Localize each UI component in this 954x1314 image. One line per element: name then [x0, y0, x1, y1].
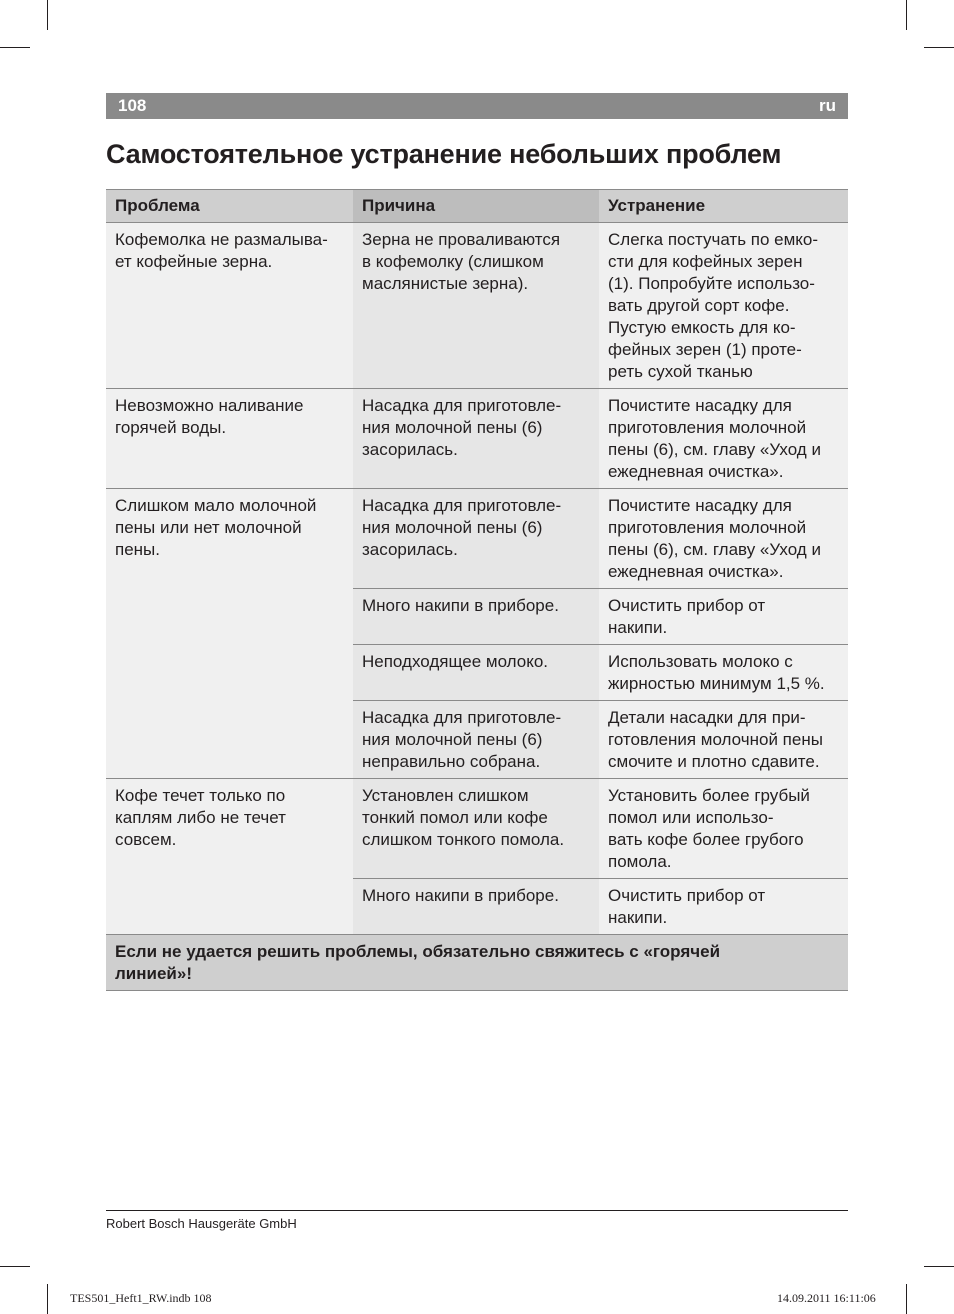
fix-cell-line: вать другой сорт кофе. [608, 296, 790, 315]
column-header-problem: Проблема [106, 190, 353, 223]
problem-cell-line: ет кофейные зерна. [115, 252, 273, 271]
hotline-note [106, 935, 848, 991]
fix-cell [599, 489, 848, 589]
fix-cell-line: реть сухой тканью [608, 362, 753, 381]
troubleshooting-table [106, 189, 848, 991]
cause-cell-line: маслянистые зерна). [362, 274, 529, 293]
fix-cell-line: ежедневная очистка». [608, 462, 784, 481]
fix-cell-line: жирностью минимум 1,5 %. [608, 674, 825, 693]
problem-cell [106, 779, 353, 935]
fix-cell-line: Почистите насадку для [608, 396, 792, 415]
cause-cell-line: Неподходящее молоко. [362, 652, 549, 671]
problem-cell-line: Слишком мало молочной [115, 496, 317, 515]
fix-cell-line: (1). Попробуйте использо- [608, 274, 815, 293]
fix-cell-line: помол или использо- [608, 808, 774, 827]
cause-cell [353, 589, 599, 645]
cause-cell [353, 645, 599, 701]
fix-cell-line: вать кофе более грубого [608, 830, 804, 849]
fix-cell-line: Использовать молоко с [608, 652, 793, 671]
fix-cell-line: пены (6), см. главу «Уход и [608, 540, 821, 559]
cause-cell [353, 223, 599, 389]
page-number: 108 [118, 96, 147, 115]
hotline-note-line: Если не удается решить проблемы, обязательно свяжитесь с «горячей [115, 942, 721, 961]
fix-cell-line: Установить более грубый [608, 786, 810, 805]
cause-cell-line: Зерна не проваливаются [362, 230, 561, 249]
table-row [106, 779, 848, 879]
fix-cell-line: Почистите насадку для [608, 496, 792, 515]
problem-cell [106, 223, 353, 389]
problem-cell-line: пены. [115, 540, 160, 559]
column-header-cause: Причина [353, 190, 599, 223]
fix-cell-line: накипи. [608, 618, 668, 637]
cause-cell-line: Много накипи в приборе. [362, 596, 559, 615]
problem-cell-line: Кофемолка не размалыва- [115, 230, 328, 249]
problem-cell-line: каплям либо не течет [115, 808, 286, 827]
fix-cell-line: Пустую емкость для ко- [608, 318, 796, 337]
table-row [106, 389, 848, 489]
fix-cell-line: Очистить прибор от [608, 596, 766, 615]
crop-mark [47, 0, 48, 30]
page-header-bar [106, 93, 848, 119]
column-header-fix: Устранение [599, 190, 848, 223]
fix-cell-line: пены (6), см. главу «Уход и [608, 440, 821, 459]
fix-cell [599, 779, 848, 879]
crop-mark [924, 47, 954, 48]
fix-cell-line: смочите и плотно сдавите. [608, 752, 820, 771]
problem-cell [106, 389, 353, 489]
footer-rule [106, 1210, 848, 1211]
fix-cell-line: приготовления молочной [608, 418, 807, 437]
crop-mark [906, 0, 907, 30]
cause-cell [353, 879, 599, 935]
fix-cell-line: Очистить прибор от [608, 886, 766, 905]
fix-cell-line: фейных зерен (1) проте- [608, 340, 802, 359]
fix-cell [599, 879, 848, 935]
fix-cell-line: готовления молочной пены [608, 730, 823, 749]
cause-cell-line: ния молочной пены (6) [362, 518, 543, 537]
fix-cell-line: Слегка постучать по емко- [608, 230, 819, 249]
cause-cell-line: засорилась. [362, 440, 458, 459]
table-row [106, 489, 848, 589]
language-code: ru [819, 96, 836, 115]
cause-cell-line: ния молочной пены (6) [362, 730, 543, 749]
problem-cell-line: Невозможно наливание [115, 396, 304, 415]
cause-cell [353, 489, 599, 589]
fix-cell-line: накипи. [608, 908, 668, 927]
footer-company: Robert Bosch Hausgeräte GmbH [106, 1216, 297, 1231]
fix-cell-line: помола. [608, 852, 672, 871]
cause-cell-line: ния молочной пены (6) [362, 418, 543, 437]
cause-cell [353, 389, 599, 489]
crop-mark [47, 1284, 48, 1314]
fix-cell-line: сти для кофейных зерен [608, 252, 803, 271]
crop-mark [906, 1284, 907, 1314]
fix-cell-line: приготовления молочной [608, 518, 807, 537]
cause-cell-line: Насадка для приготовле- [362, 396, 562, 415]
cause-cell-line: слишком тонкого помола. [362, 830, 565, 849]
table-row [106, 223, 848, 389]
crop-mark [924, 1266, 954, 1267]
table-header-row [106, 190, 848, 223]
fix-cell-line: Детали насадки для при- [608, 708, 806, 727]
fix-cell [599, 223, 848, 389]
cause-cell-line: Насадка для приготовле- [362, 708, 562, 727]
table-body [106, 223, 848, 935]
cause-cell-line: Установлен слишком [362, 786, 529, 805]
crop-mark [0, 47, 30, 48]
cause-cell-line: засорилась. [362, 540, 458, 559]
hotline-note-line: линией»! [115, 964, 192, 983]
table-footnote-row [106, 935, 848, 991]
problem-cell-line: пены или нет молочной [115, 518, 302, 537]
cause-cell [353, 701, 599, 779]
fix-cell [599, 389, 848, 489]
fix-cell [599, 645, 848, 701]
problem-cell-line: совсем. [115, 830, 177, 849]
page-title: Самостоятельное устранение небольших проблем [106, 139, 782, 169]
cause-cell-line: тонкий помол или кофе [362, 808, 548, 827]
cause-cell-line: неправильно собрана. [362, 752, 541, 771]
cause-cell-line: Насадка для приготовле- [362, 496, 562, 515]
cause-cell [353, 779, 599, 879]
problem-cell-line: Кофе течет только по [115, 786, 286, 805]
fix-cell [599, 589, 848, 645]
print-slug-file: TES501_Heft1_RW.indb 108 [70, 1291, 212, 1305]
problem-cell-line: горячей воды. [115, 418, 227, 437]
print-slug-date: 14.09.2011 16:11:06 [777, 1291, 876, 1305]
problem-cell [106, 489, 353, 779]
fix-cell-line: ежедневная очистка». [608, 562, 784, 581]
cause-cell-line: Много накипи в приборе. [362, 886, 559, 905]
fix-cell [599, 701, 848, 779]
cause-cell-line: в кофемолку (слишком [362, 252, 544, 271]
crop-mark [0, 1266, 30, 1267]
